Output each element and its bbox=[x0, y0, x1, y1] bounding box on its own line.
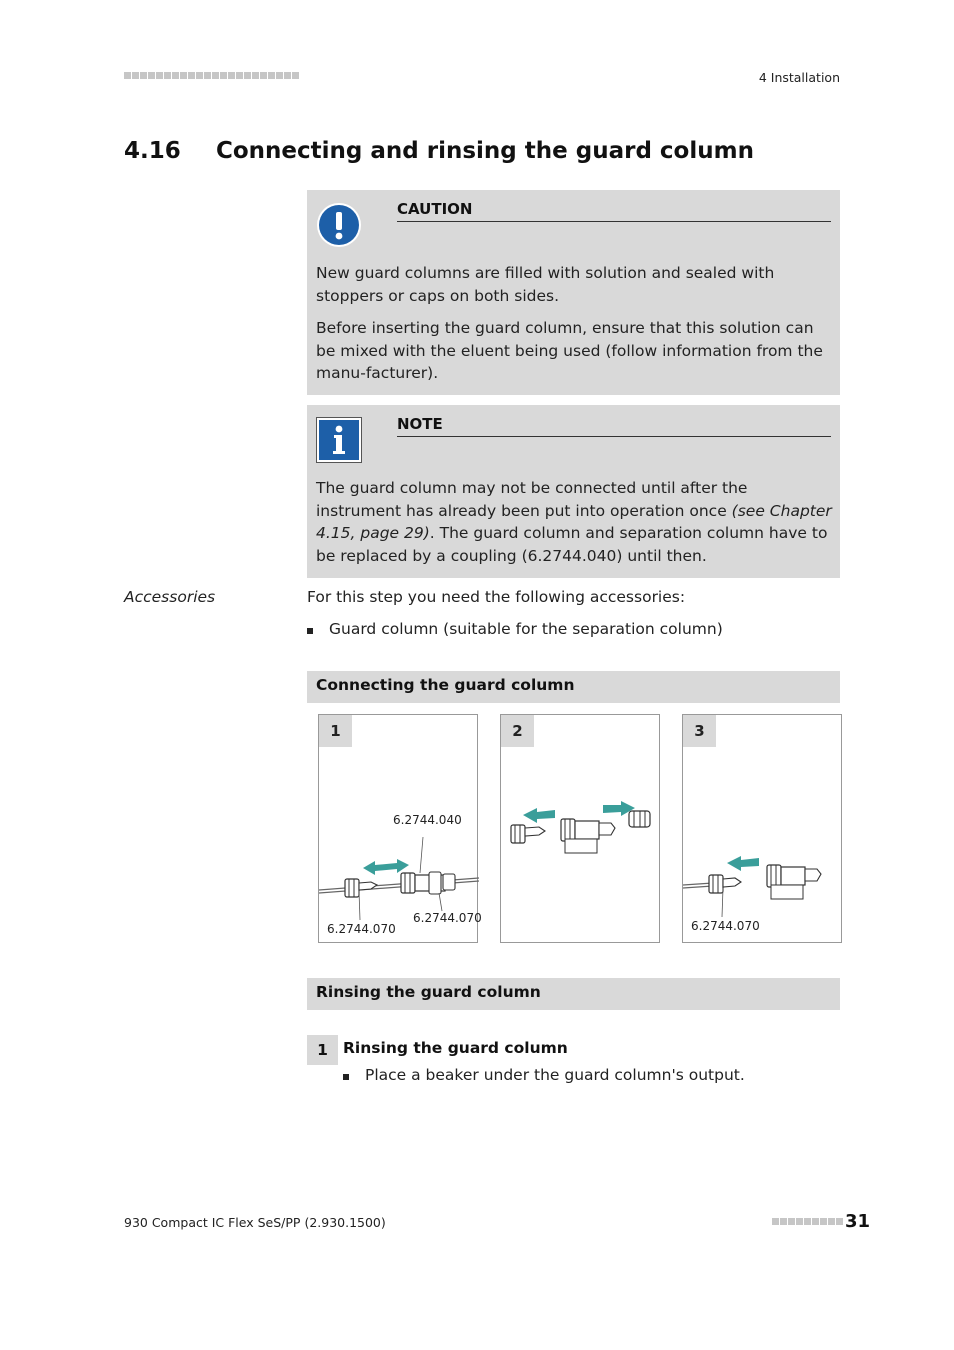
chapter-header: 4 Installation bbox=[758, 70, 840, 85]
part-number-label: 6.2744.070 bbox=[413, 911, 482, 925]
note-heading: NOTE bbox=[397, 415, 831, 437]
figure-panel bbox=[500, 714, 660, 943]
connect-step-2-illustration bbox=[501, 715, 661, 944]
bullet-icon bbox=[307, 628, 313, 634]
panel-number: 2 bbox=[501, 715, 534, 747]
chapter-reference-link[interactable]: (see Chapter 4.15, page 29) bbox=[316, 501, 832, 542]
part-number-label: 6.2744.070 bbox=[691, 919, 760, 933]
note-box bbox=[307, 405, 840, 578]
step-title: Rinsing the guard column bbox=[343, 1039, 568, 1057]
list-item-text: Place a beaker under the guard column's output. bbox=[365, 1066, 745, 1084]
figure-panel bbox=[318, 714, 482, 943]
footer-product: 930 Compact IC Flex SeS/PP (2.930.1500) bbox=[124, 1215, 386, 1230]
accessories-intro: For this step you need the following accessories: bbox=[307, 588, 686, 606]
connect-step-3-illustration bbox=[683, 715, 843, 944]
footer-decoration bbox=[772, 1218, 843, 1225]
header-decoration bbox=[124, 72, 299, 79]
caution-paragraph: New guard columns are filled with solution and sealed with stoppers or caps on both sides. bbox=[316, 264, 775, 305]
list-item-text: Guard column (suitable for the separation column) bbox=[329, 620, 723, 638]
exclamation-icon bbox=[316, 202, 362, 248]
note-body bbox=[316, 477, 832, 577]
section-number: 4.16 bbox=[124, 138, 181, 164]
caution-paragraph: Before inserting the guard column, ensure that this solution can be mixed with the eluent being used (follow information from the manu-facturer). bbox=[316, 319, 823, 382]
part-number-label: 6.2744.040 bbox=[393, 813, 462, 827]
rinsing-heading: Rinsing the guard column bbox=[307, 978, 840, 1010]
connecting-heading: Connecting the guard column bbox=[307, 671, 840, 703]
caution-body bbox=[316, 262, 832, 395]
caution-heading: CAUTION bbox=[397, 200, 831, 222]
figure-panel bbox=[682, 714, 842, 943]
bullet-icon bbox=[343, 1074, 349, 1080]
step-number: 1 bbox=[307, 1035, 338, 1065]
list-item bbox=[343, 1066, 745, 1084]
panel-number: 3 bbox=[683, 715, 716, 747]
note-text: The guard column may not be connected until after the instrument has already been put into operation once bbox=[316, 479, 748, 520]
info-icon bbox=[316, 417, 362, 463]
connect-step-1-illustration bbox=[319, 715, 479, 944]
accessories-label: Accessories bbox=[124, 588, 216, 606]
caution-box bbox=[307, 190, 840, 395]
part-number-label: 6.2744.070 bbox=[327, 922, 396, 936]
panel-number: 1 bbox=[319, 715, 352, 747]
note-paragraph bbox=[316, 477, 832, 567]
page-number: 31 bbox=[845, 1211, 871, 1232]
section-title-text: Connecting and rinsing the guard column bbox=[216, 138, 754, 164]
section-title bbox=[124, 138, 754, 164]
note-text: . The guard column and separation column have to be replaced by a coupling (6.2744.040) until then. bbox=[316, 524, 828, 565]
list-item bbox=[307, 620, 723, 638]
